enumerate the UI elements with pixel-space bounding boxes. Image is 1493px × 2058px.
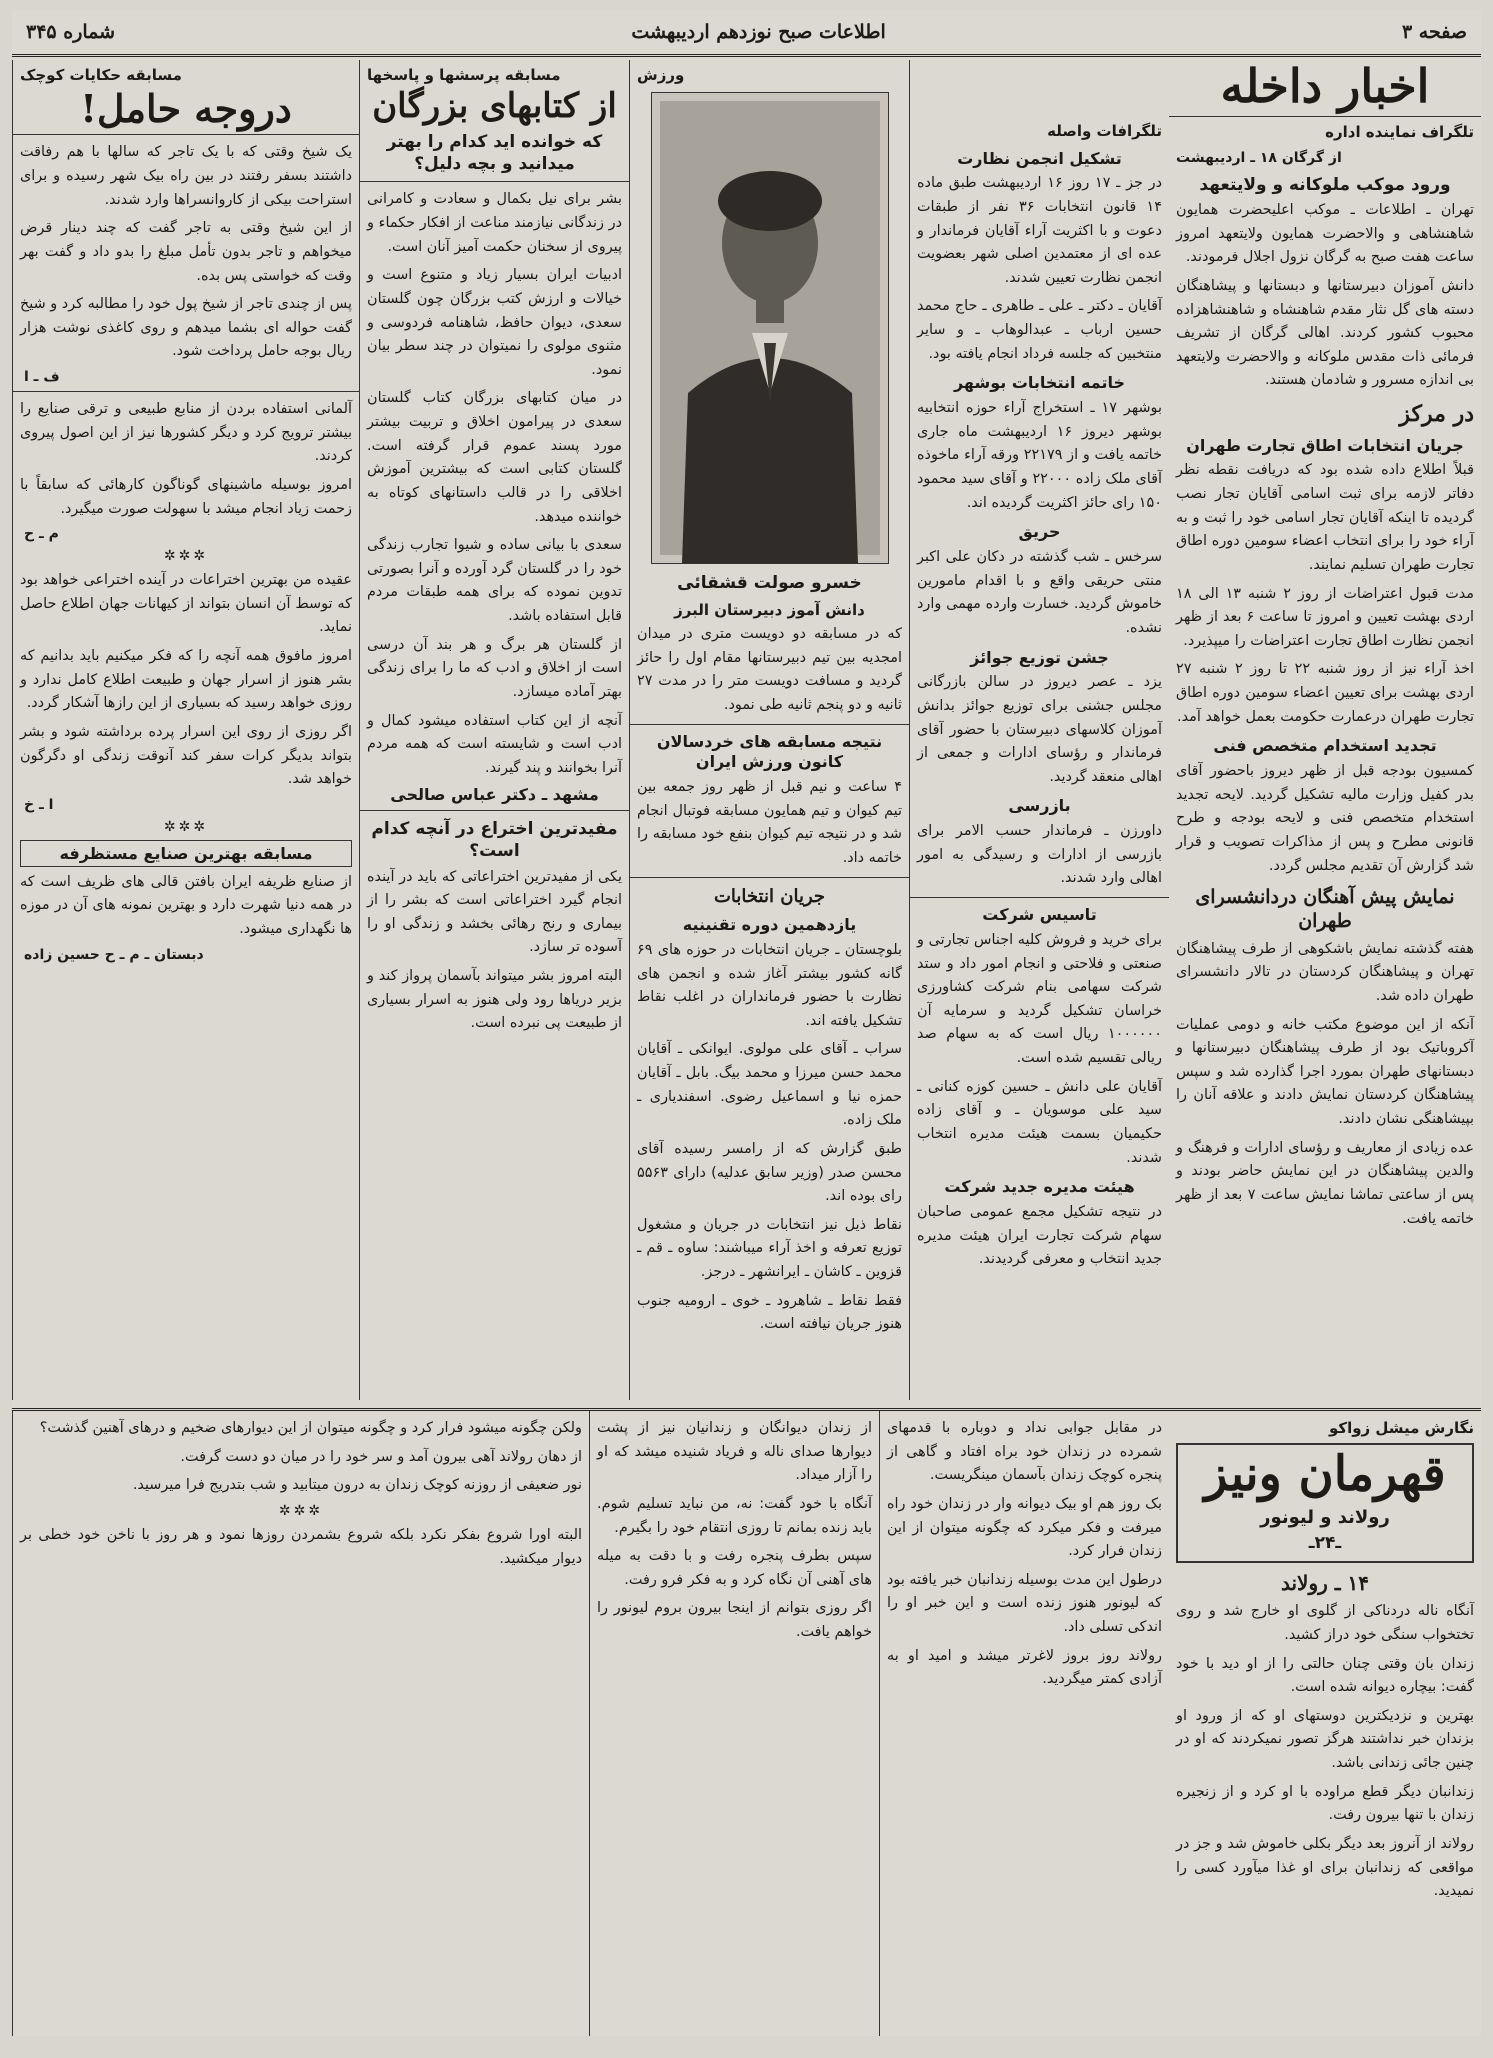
paragraph: آنگاه ناله دردناکی از گلوی او خارج شد و روی تختخواب سنگی خود دراز کشید. (1176, 1603, 1474, 1643)
kicker: نگارش میشل زواکو (1328, 1419, 1474, 1437)
paragraph: طبق گزارش که از رامسر رسیده آقای محسن صدر (وزیر سابق عدلیه) دارای ۵۵۶۳ رای بوده اند. (637, 1140, 902, 1205)
author-signature: م ـ ح (24, 526, 59, 543)
paragraph: پس از چندی تاجر از شیخ پول خود را مطالبه کرد و شیخ گفت حواله ای بشما میدهم و روی کاغذی نوشت هزار ریال بوجه حامل پرداخت شود. (20, 296, 352, 360)
paragraph: امروز بوسیله ماشینهای گوناگون کارهائی که سابقاً با زحمت زیاد انجام میشد با سهولت صورت میگیرد. (20, 476, 352, 517)
paragraph: آلمانی استفاده بردن از منابع طبیعی و ترقی صنایع را بیشتر ترویج کرد و دیگر کشورها نیز از این اصول پیروی کردند. (20, 401, 352, 465)
article-subtitle: که خوانده اید کدام را بهتر میدانید و بچه دلیل؟ (386, 132, 603, 175)
headline: جریان انتخابات (713, 885, 826, 907)
column-stories (12, 60, 359, 1400)
headline: جشن توزیع جوائز (970, 647, 1109, 667)
headline: تجدید استخدام متخصص فنی (1213, 736, 1437, 756)
paragraph: سراب ـ آقای علی مولوی. ایوانکی ـ آقایان محمد حسن میرزا و محمد بیگ. بابل ـ آقایان حمزه نیا و اسماعیل رضوی. اسفندیاری ـ ملک زاده. (637, 1041, 902, 1129)
issue-number: شماره ۳۴۵ (26, 21, 116, 43)
newspaper-page (12, 10, 1481, 2036)
paragraph: مدت قبول اعتراضات از روز ۲ شنبه ۱۳ الی ۱۸ اردی بهشت تعیین و امروز تا ساعت ۶ بعد از ظهر انجمن نظارت اطاق تجارت اعتراضات را میپذیرد. (1176, 585, 1475, 649)
top-section (12, 60, 1481, 1400)
author-signature: دبستان ـ م ـ ح حسین زاده (24, 946, 204, 963)
headline: هیئت مدیره جدید شرکت (944, 1177, 1135, 1197)
author-signature: ف ـ ا (24, 369, 60, 386)
paragraph: آنکه از این موضوع مکتب خانه و دومی عملیات آکروباتیک بود از طرف پیشاهنگان دبیرستانها و دبستانهای طهران بمورد اجرا گذارده شد و سپس پیشاهنگان کردستان نمایش دادند و علاقه آنان را بپیشاهنگی نشان دادند. (1176, 1016, 1474, 1128)
serial-subtitle: رولاند و لیونور (1260, 1506, 1390, 1528)
portrait-photo (651, 92, 889, 564)
kicker: مسابقه پرسشها و پاسخها (367, 66, 561, 84)
paragraph: ولکن چگونه میشود فرار کرد و چگونه میتوان از این دیوارهای ضخیم و درهای آهنین گذشت؟ (39, 1420, 582, 1436)
author-signature: ا ـ خ (24, 796, 54, 813)
paragraph: در نتیجه تشکیل مجمع عمومی صاحبان سهام شرکت تجارت ایران هیئت مدیره جدید انتخاب و معرفی گردیدند. (917, 1203, 1162, 1268)
paragraph: تهران ـ اطلاعات ـ موکب اعلیحضرت همایون شاهنشاهی و والاحضرت همایون ولایتعهد امروز ساعت هفت صبح به گرگان نزول اجلال فرمودند. (1176, 202, 1474, 266)
paragraph: نور ضعیفی از روزنه کوچک زندان به درون میتابید و شب بتدریج فرا میرسید. (132, 1477, 582, 1494)
separator-ornament: ✲✲✲ (163, 818, 209, 835)
paragraph: قبلاً اطلاع داده شده بود که دریافت نقطه نظر دفاتر لازمه برای ثبت اسامی آقایان تجار نصب گردیده تا اینکه آقایان تجار اسامی خود را ثبت و به آراء خود را برای انتخاب اعضاء سومین دوره اطاق تجارت طهران تسلیم نمایند. (1176, 462, 1474, 573)
paragraph: زندان بان وقتی چنان حالتی را از او دید با خود گفت: بیچاره دیوانه شده است. (1176, 1655, 1474, 1696)
column-serial-2 (879, 1411, 1169, 2036)
headline: جریان انتخابات اطاق تجارت طهران (1186, 435, 1464, 455)
serial-title-box (1176, 1443, 1474, 1564)
headline: ورود موکب ملوکانه و ولایتعهد (1199, 174, 1451, 195)
separator-ornament: ✲✲✲ (163, 548, 209, 565)
paragraph: اگر روزی از روی این اسرار پرده برداشته شود و بشر بتواند بدیگر کرات سفر کند آنوقت زندگی او دگرگون خواهد شد. (20, 723, 352, 788)
kicker: مسابقه حکایات کوچک (20, 66, 182, 84)
section-title-internal-news: اخبار داخله (1220, 60, 1430, 113)
paragraph: یکی از مفیدترین اختراعاتی که باید در آینده انجام گیرد اختراعاتی است که بشر را از بیماری و رنج رهائی بخشد و زندگی او را آسوده تر سازد. (367, 868, 622, 956)
serial-number: ـ۲۴ـ (1308, 1533, 1342, 1554)
paragraph: امروز مافوق همه آنچه را که فکر میکنیم باید بدانیم که بشر هنوز از اسرار جهان و طبیعت اطلاع کامل ندارد و روزی خواهد رسید که بسیاری از این رازها آشکار گردد. (20, 648, 352, 712)
paragraph: بلوچستان ـ جریان انتخابات در حوزه های ۶۹ گانه کشور بیشتر آغاز شده و انجمن های نظارت با حضور فرمانداران در اغلب نقاط تشکیل یافته اند. (637, 941, 902, 1029)
paragraph: کمسیون بودجه قبل از ظهر دیروز باحضور آقای بدر کفیل وزارت مالیه تشکیل گردید. لایحه تجدید استخدام متخصص فنی و لایحه بودجه و طرح قانونی مطرح و پس از مذاکرات تصویب و قرار شد گزارش آن تقدیم مجلس گردد. (1176, 763, 1474, 874)
headline: حریق (1018, 522, 1061, 542)
headline: تاسیس شرکت (982, 905, 1097, 925)
column-telegrams (909, 60, 1169, 1400)
paragraph: هفته گذشته نمایش باشکوهی از طرف پیشاهنگان تهران و پیشاهنگان کردستان در تالار دانشسرای طهران داده شد. (1176, 940, 1474, 1004)
paragraph: داورزن ـ فرماندار حسب الامر برای بازرسی از ادارات و رسیدگی به امور اهالی وارد شدند. (917, 823, 1162, 887)
paragraph: عده زیادی از معاریف و رؤسای ادارات و فرهنگ و والدین پیشاهنگان در این نمایش حاضر بودند و پس از ساعتی تماشا نمایش ساعت ۷ بعد از ظهر خاتمه یافت. (1176, 1139, 1474, 1227)
box-headline: مسابقه بهترین صنایع مستظرفه (20, 840, 352, 867)
paragraph: بوشهر ۱۷ ـ استخراج آراء حوزه انتخابیه بوشهر دیروز ۱۶ اردیبهشت ماه جاری خاتمه یافت و از ۲۲۱۷۹ ورقه آراء ماخوذه آقای ملک زاده ۲۲۰۰۰ و آقای سید محمود ۱۵۰ رای حائز اکثریت گردیده اند. (917, 400, 1162, 511)
paragraph: آقایان علی دانش ـ حسین کوزه کنانی ـ سید علی موسویان ـ و آقای زاده حکیمیان بسمت هیئت مدیره انتخاب شدند. (917, 1078, 1162, 1166)
newspaper-dateline: اطلاعات صبح نوزدهم اردیبهشت (631, 21, 886, 43)
dateline: از گرگان ۱۸ ـ اردیبهشت (1176, 149, 1342, 166)
photo-caption-name: خسرو صولت قشقائی (677, 572, 862, 593)
kicker: تلگرافات واصله (1047, 122, 1162, 140)
paragraph: از صنایع ظریفه ایران بافتن قالی های ظریف است که در همه دنیا شهرت دارد و بهترین نمونه های آن در موزه ها نگهداری میشود. (20, 873, 352, 938)
column-quiz (359, 60, 629, 1400)
section-label: در مرکز (1399, 401, 1474, 428)
column-internal-news (1169, 60, 1481, 1400)
page-header (12, 10, 1481, 57)
paragraph: زندانبان دیگر قطع مراوده با او کرد و از زنجیره زندان با تنها بیرون رفت. (1176, 1783, 1474, 1824)
column-sports (629, 60, 909, 1400)
column-serial-3 (589, 1411, 879, 2036)
portrait-image (652, 93, 888, 563)
paragraph: ادبیات ایران بسیار زیاد و متنوع است و خیالات و ارزش کتب بزرگان چون گلستان سعدی، دیوان حافظ، شاهنامه فردوسی و مثنوی مولوی را نمیتوان در چند سطر بیان نمود. (367, 267, 622, 378)
paragraph: بشر برای نیل بکمال و سعادت و کامرانی در زندگانی نیازمند مناعت از افکار حکماء و پیروی از سخنان حکمت آمیز آنان است. (367, 191, 622, 255)
paragraph: آنگاه با خود گفت: نه، من نباید تسلیم شوم. باید زنده بمانم تا روزی انتقام خود را بگیرم. (597, 1495, 872, 1536)
paragraph: دانش آموزان دبیرستانها و دبستانها و پیشاهنگان دسته های گل نثار مقدم شاهنشاه و شاهنشاهزاده محبوب کشور کردند. اهالی گرگان از تشریف فرمائی ذات مقدس ملوکانه و والاحضرت ولایتعهد بی اندازه مسرور و شادمان هستند. (1176, 277, 1474, 389)
paragraph: رولاند روز بروز لاغرتر میشد و امید او به آزادی کمتر میگردید. (887, 1647, 1162, 1688)
headline: تشکیل انجمن نظارت (957, 148, 1122, 168)
paragraph: فقط نقاط ـ شاهرود ـ خوی ـ ارومیه جنوب هنوز جریان نیافته است. (637, 1292, 902, 1333)
column-serial-4 (12, 1411, 589, 2036)
paragraph: از زندان دیوانگان و زندانیان نیز از پشت دیوارها صدای ناله و فریاد شنیده میشد که او را آزار میداد. (597, 1420, 872, 1484)
separator-ornament: ✲✲✲ (278, 1502, 324, 1519)
paragraph: یزد ـ عصر دیروز در سالن بازرگانی مجلس جشنی برای توزیع جوائز بدانش آموزان کلاسهای دبیرستان با حضور آقای فرماندار و رؤسای ادارات و جمعی از اهالی منعقد گردید. (917, 674, 1162, 785)
headline: بازرسی (1008, 796, 1071, 816)
paragraph: در جز ـ ۱۷ روز ۱۶ اردیبهشت طبق ماده ۱۴ قانون انتخابات ۳۶ نفر از طبقات دعوت و با اکثریت آراء آقایان فرماندار و عده ای از معتمدین اصلی شهر بعضویت انجمن نظارت تعیین شدند. (917, 175, 1163, 286)
paragraph: ۴ ساعت و نیم قبل از ظهر روز جمعه بین تیم کیوان و تیم همایون مسابقه فوتبال انجام شد و در نتیجه تیم کیوان بنفع خود مسابقه را خاتمه داد. (637, 779, 902, 867)
paragraph: یک شیخ وقتی که با یک تاجر که سالها با هم رفاقت داشتند بسفر رفتند در بین راه بیک شهر رسیده و برای استراحت بیکی از کاروانسراها وارد شدند. (20, 144, 352, 208)
paragraph: در میان کتابهای بزرگان کتاب گلستان سعدی در پیرامون اخلاق و تربیت بیشتر مورد پسند عموم قرار گرفته است. گلستان کتابی است که بیشترین آموزش اخلاقی را در قالب داستانهای کوتاه به خواننده میدهد. (367, 390, 622, 525)
paragraph: درطول این مدت بوسیله زندانبان خبر یافته بود که لیونور هنوز زنده است و این خبر او را اندکی تسلی داد. (887, 1571, 1162, 1635)
serial-title: قهرمان ونیز (1204, 1445, 1446, 1502)
paragraph: برای خرید و فروش کلیه اجناس تجارتی و صنعتی و فلاحتی و انجام امور داد و ستد شرکت سهامی بنام شرکت کشاورزی خراسان تشکیل گردید و سرمایه آن ۱۰۰۰۰۰۰ ریال است که به سهام صد ریالی تقسیم شده است. (917, 931, 1162, 1067)
headline: نتیجه مسابقه های خردسالان کانون ورزش ایران (656, 731, 883, 772)
author-signature: مشهد ـ دکتر عباس صالحی (390, 785, 599, 805)
article-title: دروجه حامل! (80, 85, 292, 131)
paragraph: سعدی با بیانی ساده و شیوا تجارب زندگی خود را در گلستان گرد آورده و آنرا بصورتی تدوین نموده که برای همه طبقات مردم قابل استفاده باشد. (367, 537, 622, 624)
paragraph: که در مسابقه دو دویست متری در میدان امجدیه بین تیم دبیرستانها مقام اول را حائز گردید و مسافت دویست متر را در مدت ۲۷ ثانیه و دو پنجم ثانیه طی نمود. (637, 626, 902, 713)
chapter-title: ۱۴ ـ رولاند (1280, 1571, 1370, 1596)
article-title: از کتابهای بزرگان (372, 85, 617, 126)
page-number: صفحه ۳ (1401, 21, 1467, 43)
paragraph: از دهان رولاند آهی بیرون آمد و سر خود را در میان دو دست گرفت. (180, 1448, 582, 1465)
paragraph: بهترین و نزدیکترین دوستهای او که از ورود او بزندان خبر نداشتند هرگز تصور نمیکردند که او در چنین جائی زندانی باشد. (1176, 1707, 1474, 1772)
headline: مفیدترین اختراع در آنچه کدام است؟ (371, 819, 618, 862)
kicker: تلگراف نماینده اداره (1325, 123, 1474, 142)
headline: نمایش پیش آهنگان دردانشسرای طهران (1195, 886, 1455, 932)
paragraph: آنچه از این کتاب استفاده میشود کمال و ادب است و شایسته است که همه مردم آنرا بخوانند و پند گیرند. (367, 712, 622, 776)
kicker: ورزش (637, 66, 685, 84)
paragraph: اخذ آراء نیز از روز شنبه ۲۲ تا روز ۲ شنبه ۲۷ اردی بهشت برای تعیین اعضاء سومین دوره اطاق تجارت طهران درعمارت حکومت بعمل خواهد آمد. (1176, 661, 1475, 725)
bottom-section (12, 1408, 1481, 2036)
subheadline: یازدهمین دوره تقنینیه (682, 915, 857, 935)
paragraph: آقایان ـ دکتر ـ علی ـ طاهری ـ حاج محمد حسین ارباب ـ عبدالوهاب ـ و سایر منتخبین که جلسه فرداد انجام یافته بود. (917, 298, 1162, 362)
paragraph: از گلستان هر برگ و هر بند آن درسی است از اخلاق و ادب که ما را برای زندگی بهتر آماده میسازد. (367, 636, 622, 700)
paragraph: بک روز هم او بیک دیوانه وار در زندان خود راه میرفت و فکر میکرد که چگونه میتوان از این زندان فرار کرد. (887, 1495, 1162, 1560)
paragraph: نقاط ذیل نیز انتخابات در جریان و مشغول توزیع تعرفه و اخذ آراء میباشند: ساوه ـ قم ـ قزوین ـ کاشان ـ ایرانشهر ـ درجز. (637, 1216, 902, 1281)
paragraph: از این شیخ وقتی به تاجر گفت که چند دینار قرض میخواهم و تاجر بدون تأمل مبلغ را بدو داد و گفت بهر وقت که خواستی پس بده. (20, 220, 352, 284)
photo-caption-school: دانش آموز دبیرستان البرز (674, 600, 865, 619)
paragraph: البته اورا شروع بفکر نکرد بلکه شروع بشمردن روزها نمود و هر روز با ناخن خود خطی بر دیوار میکشید. (20, 1526, 582, 1567)
paragraph: البته امروز بشر میتواند بآسمان پرواز کند و بزیر دریاها رود ولی هنوز به اسرار بسیاری از طبیعت پی نبرده است. (367, 968, 622, 1032)
paragraph: رولاند از آنروز بعد دیگر بکلی خاموش شد و جز در مواقعی که زندانبان برای او غذا میآورد کسی را نمیدید. (1176, 1835, 1474, 1900)
paragraph: سپس بطرف پنجره رفت و با دقت به میله های آهنی آن نگاه کرد و به فکر فرو رفت. (597, 1548, 872, 1588)
headline: خاتمه انتخابات بوشهر (953, 373, 1126, 393)
paragraph: اگر روزی بتوانم از اینجا بیرون بروم لیونور را خواهم یافت. (597, 1600, 872, 1640)
column-serial-novel (1169, 1411, 1481, 2036)
paragraph: در مقابل جوابی نداد و دوباره با قدمهای شمرده در زندان خود براه افتاد و گاهی از پنجره کوچک زندان بآسمان مینگریست. (887, 1420, 1162, 1484)
paragraph: عقیده من بهترین اختراعات در آینده اختراعی خواهد بود که توسط آن انسان بتواند از کیهانات جهان اطلاع حاصل نماید. (20, 572, 352, 636)
paragraph: سرخس ـ شب گذشته در دکان علی اکبر منتی حریقی واقع و با اقدام مامورین خاموش گردید. خسارت وارده مهمی وارد نشده. (917, 549, 1162, 636)
